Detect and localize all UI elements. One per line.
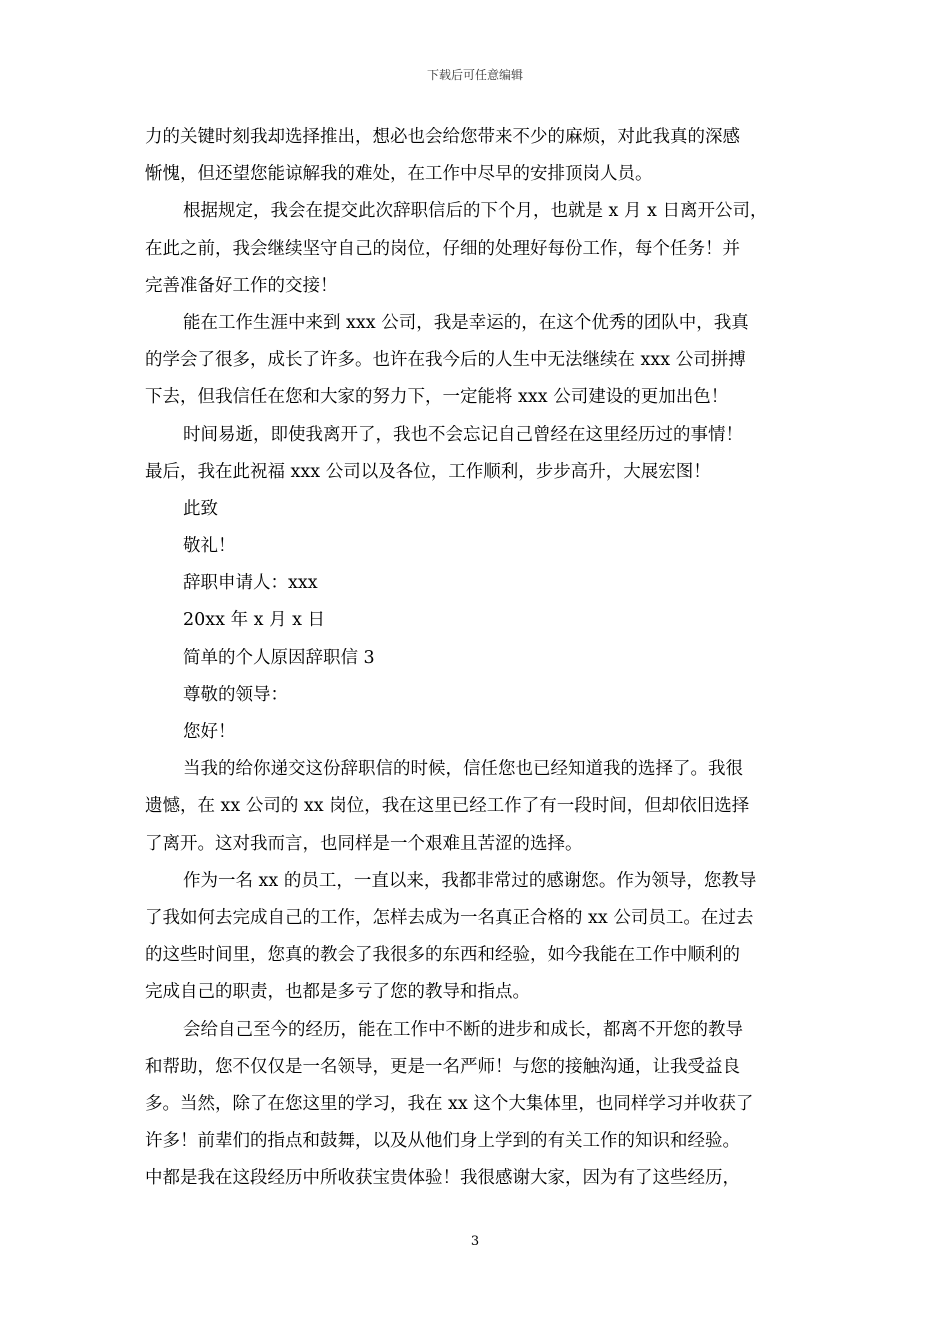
text-line: 会给自己至今的经历，能在工作中不断的进步和成长，都离不开您的教导 (183, 1019, 743, 1040)
text-line: 遗憾，在 xx 公司的 xx 岗位，我在这里已经工作了有一段时间，但却依旧选择 (145, 796, 750, 817)
text-line: 力的关键时刻我却选择推出，想必也会给您带来不少的麻烦，对此我真的深感 (145, 127, 740, 147)
text-line: 完善准备好工作的交接！ (145, 275, 338, 296)
greeting: 您好！ (183, 722, 236, 742)
letter-body (145, 119, 809, 1197)
closing-salutation: 此致 (183, 498, 218, 519)
letter-date: 20xx 年 x 月 x 日 (183, 610, 326, 631)
applicant-signature: 辞职申请人：xxx (183, 573, 318, 594)
text-line: 了我如何去完成自己的工作，怎样去成为一名真正合格的 xx 公司员工。在过去 (145, 907, 754, 928)
closing-regards: 敬礼！ (183, 536, 236, 557)
greeting-recipient: 尊敬的领导： (183, 684, 288, 705)
text-line: 了离开。这对我而言，也同样是一个艰难且苦涩的选择。 (145, 833, 583, 854)
text-line: 当我的给你递交这份辞职信的时候，信任您也已经知道我的选择了。我很 (183, 759, 743, 780)
text-line: 作为一名 xx 的员工，一直以来，我都非常过的感谢您。作为领导，您教导 (183, 870, 757, 891)
text-line: 在此之前，我会继续坚守自己的岗位，仔细的处理好每份工作，每个任务！并 (145, 238, 740, 259)
text-line: 能在工作生涯中来到 xxx 公司，我是幸运的，在这个优秀的团队中，我真 (183, 312, 749, 333)
text-line: 中都是我在这段经历中所收获宝贵体验！我很感谢大家，因为有了这些经历， (145, 1168, 740, 1189)
text-line: 根据规定，我会在提交此次辞职信后的下个月，也就是 x 月 x 日离开公司， (183, 201, 768, 222)
text-line: 惭愧，但还望您能谅解我的难处，在工作中尽早的安排顶岗人员。 (145, 164, 653, 185)
section-title: 简单的个人原因辞职信 3 (183, 647, 375, 668)
header-note: 下载后可任意编辑 (426, 68, 523, 82)
text-line: 和帮助，您不仅仅是一名领导，更是一名严师！与您的接触沟通，让我受益良 (145, 1056, 740, 1077)
text-line: 完成自己的职责，也都是多亏了您的教导和指点。 (145, 982, 530, 1003)
text-line: 最后，我在此祝福 xxx 公司以及各位，工作顺利，步步高升，大展宏图！ (145, 461, 711, 482)
text-line: 许多！前辈们的指点和鼓舞，以及从他们身上学到的有关工作的知识和经验。 (145, 1131, 740, 1152)
text-line: 的这些时间里，您真的教会了我很多的东西和经验，如今我能在工作中顺利的 (145, 945, 740, 966)
text-line: 多。当然，除了在您这里的学习，我在 xx 这个大集体里，也同样学习并收获了 (145, 1093, 754, 1114)
page-number: 3 (470, 1234, 480, 1249)
text-line: 下去，但我信任在您和大家的努力下，一定能将 xxx 公司建设的更加出色！ (145, 387, 729, 408)
text-line: 的学会了很多，成长了许多。也许在我今后的人生中无法继续在 xxx 公司拼搏 (145, 350, 746, 371)
text-line: 时间易逝，即使我离开了，我也不会忘记自己曾经在这里经历过的事情！ (183, 424, 743, 445)
